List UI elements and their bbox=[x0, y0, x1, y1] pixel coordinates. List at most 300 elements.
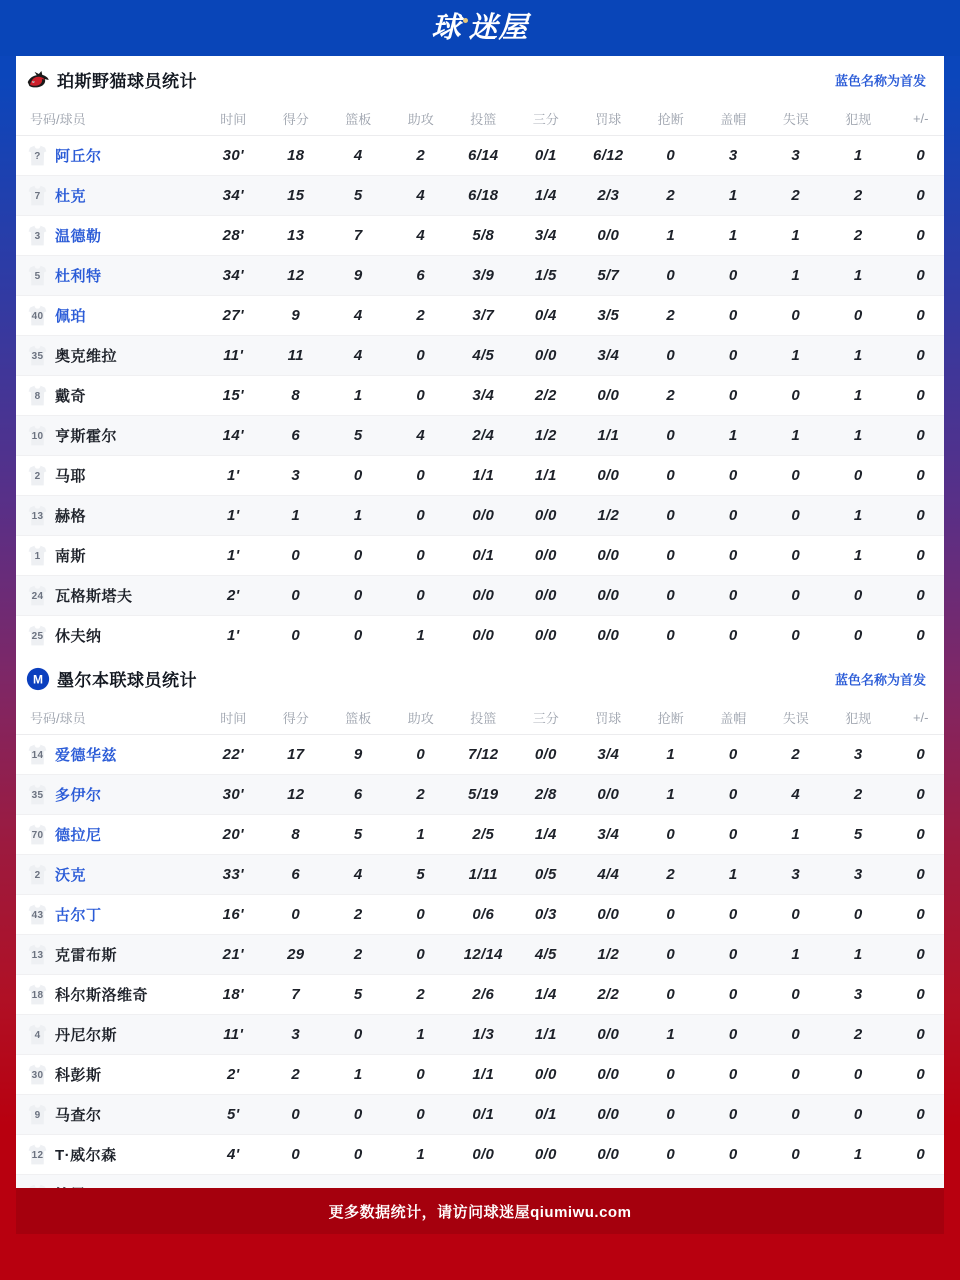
jersey-number-icon bbox=[28, 145, 47, 166]
stat-fg: 0/1 bbox=[452, 1094, 515, 1134]
column-header[interactable]: 失误 bbox=[765, 103, 828, 135]
jersey-number-icon bbox=[28, 1104, 47, 1125]
stat-fg: 6/18 bbox=[452, 175, 515, 215]
stat-min: 34' bbox=[202, 255, 265, 295]
player-name[interactable]: 戴奇 bbox=[55, 387, 87, 405]
player-name[interactable]: 南斯 bbox=[55, 547, 87, 565]
stat-ft: 2/2 bbox=[577, 974, 640, 1014]
stat-tp: 0/1 bbox=[515, 135, 578, 175]
player-cell[interactable] bbox=[16, 415, 202, 455]
column-header[interactable]: 投篮 bbox=[452, 103, 515, 135]
stat-ft: 0/0 bbox=[577, 1054, 640, 1094]
player-name[interactable]: 马查尔 bbox=[55, 1106, 102, 1124]
table-row[interactable] bbox=[16, 814, 944, 854]
column-header[interactable]: 篮板 bbox=[327, 702, 390, 734]
stat-reb: 0 bbox=[327, 1134, 390, 1174]
stat-min: 27' bbox=[202, 295, 265, 335]
player-cell-inner bbox=[28, 265, 202, 286]
column-header[interactable]: 抢断 bbox=[640, 702, 703, 734]
stat-pm: 0 bbox=[890, 335, 945, 375]
player-name[interactable]: 克雷布斯 bbox=[55, 946, 118, 964]
stat-pf: 1 bbox=[827, 1134, 890, 1174]
stat-pts: 6 bbox=[265, 854, 328, 894]
player-name[interactable]: T·威尔森 bbox=[55, 1146, 117, 1164]
player-name[interactable]: 奥克维拉 bbox=[55, 347, 118, 365]
stat-ast: 6 bbox=[390, 255, 453, 295]
stat-fg: 1/3 bbox=[452, 1014, 515, 1054]
stat-blk: 0 bbox=[702, 814, 765, 854]
jersey-number: 13 bbox=[31, 510, 44, 522]
stat-pm: 0 bbox=[890, 1134, 945, 1174]
stat-ast: 1 bbox=[390, 1014, 453, 1054]
stat-pts: 0 bbox=[265, 535, 328, 575]
stat-fg: 0/0 bbox=[452, 1134, 515, 1174]
stat-fg: 5/8 bbox=[452, 215, 515, 255]
stat-min: 11' bbox=[202, 1014, 265, 1054]
stat-blk: 0 bbox=[702, 974, 765, 1014]
stat-tp: 1/4 bbox=[515, 974, 578, 1014]
player-name[interactable]: 德拉尼 bbox=[55, 826, 102, 844]
stat-stl: 0 bbox=[640, 934, 703, 974]
stat-tp: 3/4 bbox=[515, 215, 578, 255]
stat-stl: 0 bbox=[640, 255, 703, 295]
stat-blk: 0 bbox=[702, 295, 765, 335]
player-cell[interactable] bbox=[16, 255, 202, 295]
stat-ast: 0 bbox=[390, 575, 453, 615]
stat-ft: 5/7 bbox=[577, 255, 640, 295]
stat-reb: 1 bbox=[327, 375, 390, 415]
column-header[interactable]: 时间 bbox=[202, 103, 265, 135]
player-name[interactable]: 阿丘尔 bbox=[55, 147, 102, 165]
stat-ft: 3/4 bbox=[577, 335, 640, 375]
stat-blk: 0 bbox=[728, 626, 738, 644]
team-title: 墨尔本联球员统计 bbox=[57, 671, 197, 690]
stat-reb: 9 bbox=[327, 734, 390, 774]
table-row[interactable] bbox=[16, 854, 944, 894]
table-row[interactable] bbox=[16, 255, 944, 295]
boxscore-card bbox=[16, 56, 944, 1234]
stat-pf: 1 bbox=[827, 415, 890, 455]
player-cell[interactable] bbox=[16, 854, 202, 894]
table-row[interactable] bbox=[16, 455, 944, 495]
player-cell[interactable] bbox=[16, 615, 202, 655]
table-row[interactable] bbox=[16, 495, 944, 535]
stat-fg: 3/9 bbox=[452, 255, 515, 295]
table-row[interactable] bbox=[16, 1054, 944, 1094]
jersey-number-icon bbox=[28, 824, 47, 845]
player-name[interactable]: 瓦格斯塔夫 bbox=[55, 587, 133, 605]
player-cell-inner bbox=[28, 185, 202, 206]
table-row[interactable] bbox=[16, 535, 944, 575]
column-header[interactable]: 罚球 bbox=[577, 103, 640, 135]
player-cell[interactable] bbox=[16, 535, 202, 575]
table-row[interactable] bbox=[16, 415, 944, 455]
svg-text:M: M bbox=[33, 672, 43, 687]
column-header[interactable]: 得分 bbox=[265, 702, 328, 734]
player-name[interactable]: 科彭斯 bbox=[55, 1066, 102, 1084]
table-row[interactable] bbox=[16, 575, 944, 615]
column-header[interactable]: 罚球 bbox=[577, 702, 640, 734]
jersey-number-icon bbox=[28, 425, 47, 446]
stat-reb: 5 bbox=[327, 175, 390, 215]
stat-pm: 0 bbox=[890, 575, 945, 615]
player-cell[interactable] bbox=[16, 175, 202, 215]
column-header[interactable]: +/- bbox=[890, 702, 945, 734]
stat-pts: 17 bbox=[265, 734, 328, 774]
table-row[interactable] bbox=[16, 734, 944, 774]
player-cell-inner bbox=[28, 145, 202, 166]
stat-tov: 0 bbox=[765, 894, 828, 934]
player-cell[interactable] bbox=[16, 575, 202, 615]
stat-tp: 0/0 bbox=[534, 626, 557, 644]
stat-tov: 3 bbox=[765, 854, 828, 894]
jersey-number-icon bbox=[28, 305, 47, 326]
stat-min: 30' bbox=[202, 135, 265, 175]
player-cell-inner bbox=[28, 1024, 202, 1045]
table-row[interactable] bbox=[16, 974, 944, 1014]
stat-stl: 1 bbox=[640, 1014, 703, 1054]
player-cell[interactable] bbox=[16, 814, 202, 854]
stat-ast: 0 bbox=[390, 934, 453, 974]
table-row[interactable] bbox=[16, 934, 944, 974]
stat-pm: 0 bbox=[890, 974, 945, 1014]
player-cell[interactable] bbox=[16, 934, 202, 974]
stat-min: 5' bbox=[202, 1094, 265, 1134]
player-cell-inner bbox=[28, 1144, 202, 1165]
player-name[interactable]: 古尔丁 bbox=[55, 906, 102, 924]
player-cell[interactable] bbox=[16, 135, 202, 175]
stat-reb: 4 bbox=[327, 335, 390, 375]
column-header[interactable]: 助攻 bbox=[390, 702, 453, 734]
table-row[interactable] bbox=[16, 375, 944, 415]
stat-blk: 0 bbox=[702, 734, 765, 774]
stat-tov: 0 bbox=[765, 1014, 828, 1054]
stat-tp: 2/8 bbox=[515, 774, 578, 814]
stat-pts: 0 bbox=[265, 1094, 328, 1134]
player-name[interactable]: 沃克 bbox=[55, 866, 87, 884]
stat-fg: 6/14 bbox=[452, 135, 515, 175]
stat-tp: 1/4 bbox=[515, 814, 578, 854]
stat-fg: 3/7 bbox=[452, 295, 515, 335]
column-header[interactable]: 号码/球员 bbox=[16, 702, 202, 734]
stat-pts: 0 bbox=[265, 1134, 328, 1174]
stat-pts: 15 bbox=[265, 175, 328, 215]
stat-tov: 1 bbox=[765, 255, 828, 295]
stat-blk: 0 bbox=[702, 375, 765, 415]
jersey-number: 9 bbox=[34, 1109, 41, 1121]
stat-tov: 0 bbox=[765, 495, 828, 535]
stat-ast: 1 bbox=[390, 814, 453, 854]
stat-blk: 0 bbox=[702, 255, 765, 295]
player-cell[interactable] bbox=[16, 215, 202, 255]
stat-ft: 0/0 bbox=[577, 215, 640, 255]
stat-tov: 0 bbox=[791, 626, 801, 644]
stat-ft: 0/0 bbox=[577, 455, 640, 495]
column-header[interactable]: 犯规 bbox=[827, 103, 890, 135]
stat-ft: 0/0 bbox=[577, 575, 640, 615]
stat-ast: 0 bbox=[390, 894, 453, 934]
stat-min: 33' bbox=[202, 854, 265, 894]
player-cell[interactable] bbox=[16, 335, 202, 375]
player-cell-inner bbox=[28, 545, 202, 566]
table-row[interactable] bbox=[16, 615, 944, 655]
player-cell-inner bbox=[28, 904, 202, 925]
player-cell[interactable] bbox=[16, 1134, 202, 1174]
stat-blk: 0 bbox=[702, 894, 765, 934]
player-cell[interactable] bbox=[16, 734, 202, 774]
player-name[interactable]: 科尔斯洛维奇 bbox=[55, 986, 149, 1004]
stat-pf: 0 bbox=[827, 1054, 890, 1094]
stat-fg: 7/12 bbox=[452, 734, 515, 774]
stat-ast: 0 bbox=[390, 375, 453, 415]
stat-ft: 1/2 bbox=[577, 495, 640, 535]
player-name[interactable]: 杜利特 bbox=[55, 267, 102, 285]
stat-pts: 3 bbox=[265, 1014, 328, 1054]
stat-pf: 2 bbox=[827, 175, 890, 215]
player-name[interactable]: 赫格 bbox=[55, 507, 87, 525]
jersey-number-icon bbox=[28, 185, 47, 206]
player-name[interactable]: 休夫纳 bbox=[55, 627, 102, 645]
stat-reb: 5 bbox=[327, 974, 390, 1014]
stat-tp: 0/0 bbox=[515, 495, 578, 535]
stat-reb: 6 bbox=[327, 774, 390, 814]
player-name[interactable]: 亨斯霍尔 bbox=[55, 427, 118, 445]
player-cell[interactable] bbox=[16, 894, 202, 934]
stat-pf: 1 bbox=[827, 135, 890, 175]
player-cell-inner bbox=[28, 425, 202, 446]
table-row[interactable] bbox=[16, 894, 944, 934]
stat-pf: 1 bbox=[827, 934, 890, 974]
player-cell[interactable] bbox=[16, 455, 202, 495]
stat-stl: 2 bbox=[640, 175, 703, 215]
column-header[interactable]: 失误 bbox=[765, 702, 828, 734]
stat-pm: 0 bbox=[890, 734, 945, 774]
column-header[interactable]: 抢断 bbox=[640, 103, 703, 135]
stat-tov: 0 bbox=[765, 1134, 828, 1174]
stat-tov: 1 bbox=[765, 814, 828, 854]
column-header[interactable]: 盖帽 bbox=[702, 702, 765, 734]
column-header[interactable]: 盖帽 bbox=[702, 103, 765, 135]
table-row[interactable] bbox=[16, 175, 944, 215]
player-cell[interactable] bbox=[16, 774, 202, 814]
jersey-number: 1 bbox=[34, 550, 41, 562]
stat-tp: 1/4 bbox=[515, 175, 578, 215]
stat-ft: 0/0 bbox=[577, 894, 640, 934]
column-header[interactable]: 犯规 bbox=[827, 702, 890, 734]
table-row[interactable] bbox=[16, 1094, 944, 1134]
stat-tp: 0/0 bbox=[515, 734, 578, 774]
stat-tov: 0 bbox=[765, 1094, 828, 1134]
stat-pts: 7 bbox=[265, 974, 328, 1014]
stat-pm: 0 bbox=[890, 495, 945, 535]
stat-blk: 0 bbox=[702, 1014, 765, 1054]
stat-ast: 0 bbox=[390, 335, 453, 375]
stat-ft: 0/0 bbox=[577, 774, 640, 814]
stat-tov: 0 bbox=[765, 974, 828, 1014]
stat-tp: 0/0 bbox=[515, 1134, 578, 1174]
site-logo bbox=[431, 11, 529, 44]
stat-ast: 0 bbox=[390, 455, 453, 495]
stat-fg: 2/5 bbox=[452, 814, 515, 854]
stat-ft: 0/0 bbox=[577, 1134, 640, 1174]
stat-pts: 11 bbox=[265, 335, 328, 375]
stat-pf: 0 bbox=[827, 295, 890, 335]
column-header[interactable]: 助攻 bbox=[390, 103, 453, 135]
stat-pm: 0 bbox=[890, 135, 945, 175]
table-row[interactable] bbox=[16, 295, 944, 335]
stat-reb: 2 bbox=[327, 934, 390, 974]
footer-bar bbox=[16, 1188, 944, 1234]
stat-pf: 2 bbox=[827, 215, 890, 255]
melbourne-united-logo-icon bbox=[26, 667, 50, 691]
table-row[interactable] bbox=[16, 135, 944, 175]
teams-container bbox=[16, 56, 944, 1214]
table-row[interactable] bbox=[16, 335, 944, 375]
starter-legend: 蓝色名称为首发 bbox=[834, 672, 926, 687]
stat-pm: 0 bbox=[890, 774, 945, 814]
stat-tov: 0 bbox=[765, 535, 828, 575]
stat-fg: 0/1 bbox=[452, 535, 515, 575]
stat-stl: 0 bbox=[640, 1054, 703, 1094]
stat-blk: 0 bbox=[702, 335, 765, 375]
player-name[interactable]: 多伊尔 bbox=[55, 786, 102, 804]
stat-pts: 18 bbox=[265, 135, 328, 175]
stat-reb: 0 bbox=[327, 1014, 390, 1054]
player-cell-inner bbox=[28, 864, 202, 885]
stat-pm: 0 bbox=[890, 1054, 945, 1094]
jersey-number-icon bbox=[28, 225, 47, 246]
stat-pm: 0 bbox=[890, 1014, 945, 1054]
stat-ast: 4 bbox=[390, 175, 453, 215]
jersey-number: 7 bbox=[34, 190, 41, 202]
stat-pts: 0 bbox=[265, 894, 328, 934]
table-row[interactable] bbox=[16, 774, 944, 814]
player-cell[interactable] bbox=[16, 295, 202, 335]
table-header-row bbox=[16, 103, 944, 135]
column-header[interactable]: 投篮 bbox=[452, 702, 515, 734]
column-header[interactable]: 得分 bbox=[265, 103, 328, 135]
player-name[interactable]: 温德勒 bbox=[55, 227, 102, 245]
stat-tov: 0 bbox=[765, 375, 828, 415]
stat-fg: 0/0 bbox=[472, 626, 495, 644]
stat-ast: 4 bbox=[390, 215, 453, 255]
column-header[interactable]: 三分 bbox=[515, 702, 578, 734]
stat-blk: 0 bbox=[702, 774, 765, 814]
column-header[interactable]: 三分 bbox=[515, 103, 578, 135]
stat-reb: 5 bbox=[327, 814, 390, 854]
stat-stl: 0 bbox=[666, 626, 676, 644]
stat-tp: 1/2 bbox=[515, 415, 578, 455]
jersey-number-icon bbox=[28, 345, 47, 366]
stat-blk: 0 bbox=[702, 495, 765, 535]
column-header[interactable]: 号码/球员 bbox=[16, 103, 202, 135]
player-cell-inner bbox=[28, 385, 202, 406]
jersey-number: 8 bbox=[34, 390, 41, 402]
stat-ast: 2 bbox=[390, 295, 453, 335]
jersey-number: 14 bbox=[31, 749, 44, 761]
player-cell-inner bbox=[28, 984, 202, 1005]
stat-pts: 29 bbox=[265, 934, 328, 974]
column-header[interactable]: 时间 bbox=[202, 702, 265, 734]
jersey-number: 30 bbox=[31, 1069, 44, 1081]
stat-blk: 0 bbox=[702, 455, 765, 495]
player-cell-inner bbox=[28, 1104, 202, 1125]
stat-fg: 2/6 bbox=[452, 974, 515, 1014]
table-row[interactable] bbox=[16, 1014, 944, 1054]
player-name[interactable]: 丹尼尔斯 bbox=[55, 1026, 118, 1044]
column-header[interactable]: +/- bbox=[890, 103, 945, 135]
column-header[interactable]: 篮板 bbox=[327, 103, 390, 135]
stat-pf: 1 bbox=[827, 335, 890, 375]
stat-fg: 1/1 bbox=[452, 1054, 515, 1094]
stat-pf: 1 bbox=[827, 495, 890, 535]
table-row[interactable] bbox=[16, 215, 944, 255]
player-cell[interactable] bbox=[16, 974, 202, 1014]
jersey-number-icon bbox=[28, 585, 47, 606]
player-cell[interactable] bbox=[16, 375, 202, 415]
player-name[interactable]: 爱德华兹 bbox=[55, 746, 118, 764]
stat-ft: 0/0 bbox=[577, 535, 640, 575]
stat-pts: 13 bbox=[265, 215, 328, 255]
stat-ft: 0/0 bbox=[577, 1094, 640, 1134]
jersey-number-icon bbox=[28, 864, 47, 885]
stat-reb: 9 bbox=[327, 255, 390, 295]
stat-stl: 2 bbox=[640, 854, 703, 894]
stat-tp: 0/0 bbox=[515, 535, 578, 575]
player-name[interactable]: 杜克 bbox=[55, 187, 87, 205]
stat-min: 34' bbox=[202, 175, 265, 215]
player-cell[interactable] bbox=[16, 1094, 202, 1134]
stat-fg: 12/14 bbox=[452, 934, 515, 974]
stat-tov: 2 bbox=[765, 734, 828, 774]
stat-stl: 0 bbox=[640, 814, 703, 854]
stat-pf: 0 bbox=[853, 626, 863, 644]
stat-reb: 4 bbox=[327, 295, 390, 335]
player-name[interactable]: 马耶 bbox=[55, 467, 87, 485]
stat-ft: 0/0 bbox=[597, 626, 620, 644]
jersey-number: 2 bbox=[34, 470, 41, 482]
stat-min: 18' bbox=[202, 974, 265, 1014]
stat-ft: 4/4 bbox=[577, 854, 640, 894]
stat-tp: 0/4 bbox=[515, 295, 578, 335]
stat-ast: 0 bbox=[390, 1094, 453, 1134]
stat-ast: 0 bbox=[390, 495, 453, 535]
stat-min: 22' bbox=[202, 734, 265, 774]
jersey-number-icon bbox=[28, 1024, 47, 1045]
stat-pf: 3 bbox=[827, 854, 890, 894]
jersey-number: 12 bbox=[31, 1149, 44, 1161]
table-row[interactable] bbox=[16, 1134, 944, 1174]
jersey-number-icon bbox=[28, 984, 47, 1005]
stat-tp: 0/0 bbox=[515, 335, 578, 375]
player-cell-inner bbox=[28, 225, 202, 246]
stat-ast: 1 bbox=[390, 1134, 453, 1174]
stat-reb: 0 bbox=[327, 1094, 390, 1134]
stat-reb: 7 bbox=[327, 215, 390, 255]
jersey-number: 25 bbox=[31, 630, 44, 642]
stat-ast: 1 bbox=[416, 626, 426, 644]
stat-pf: 0 bbox=[827, 455, 890, 495]
player-name[interactable]: 佩珀 bbox=[55, 307, 87, 325]
stat-tp: 1/1 bbox=[515, 1014, 578, 1054]
player-cell-inner bbox=[28, 465, 202, 486]
player-cell[interactable] bbox=[16, 495, 202, 535]
stat-tov: 2 bbox=[765, 175, 828, 215]
stat-min: 15' bbox=[202, 375, 265, 415]
stat-min: 14' bbox=[202, 415, 265, 455]
player-cell[interactable] bbox=[16, 1014, 202, 1054]
player-cell[interactable] bbox=[16, 1054, 202, 1094]
